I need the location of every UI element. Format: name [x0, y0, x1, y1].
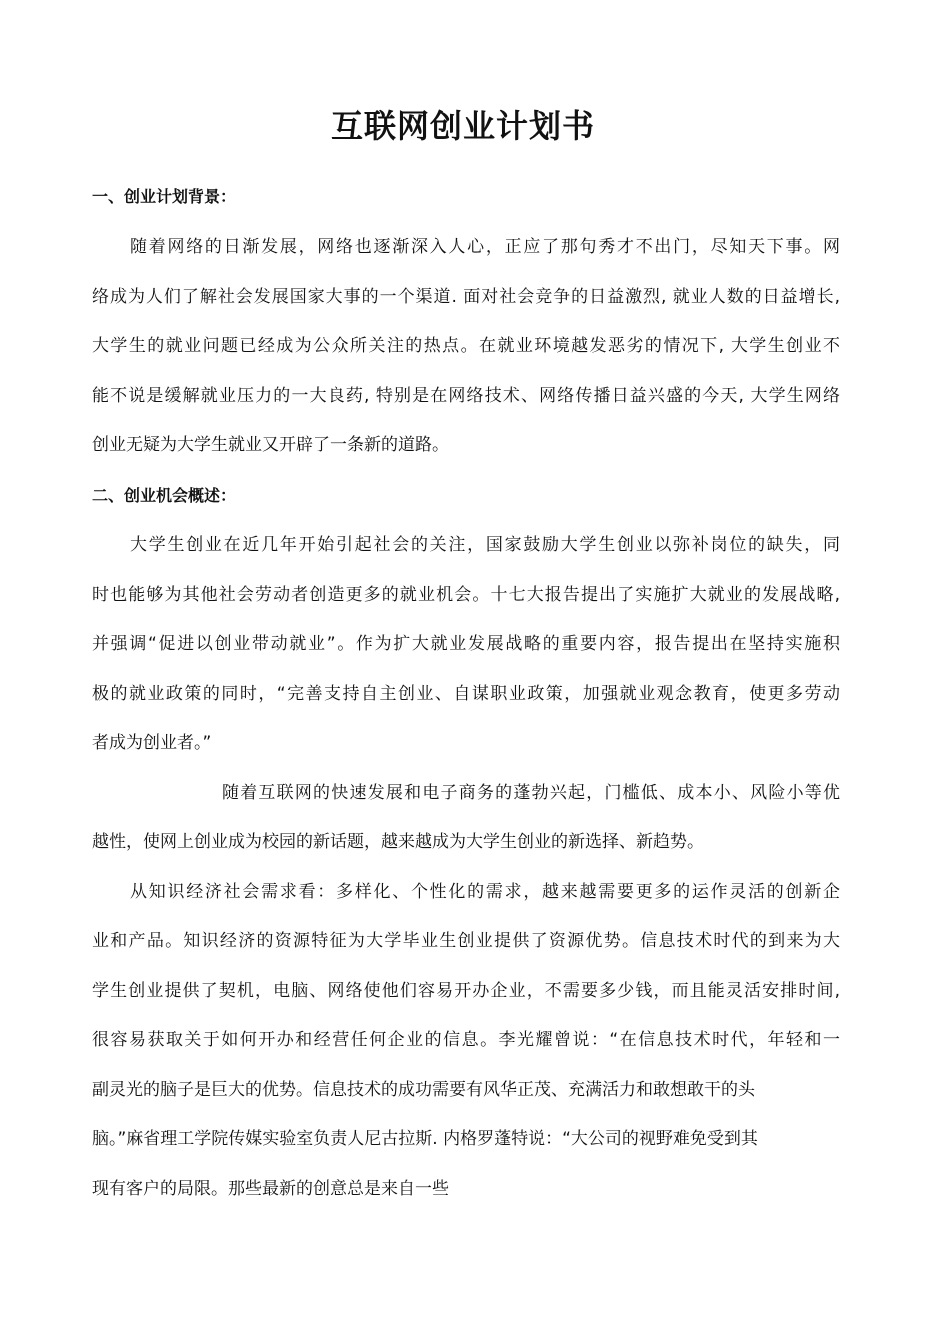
- paragraph-line: 络成为人们了解社会发展国家大事的一个渠道. 面对社会竞争的日益激烈, 就业人数的日益增长,: [92, 287, 840, 307]
- paragraph-line: 副灵光的脑子是巨大的优势。信息技术的成功需要有风华正茂、充满活力和敢想敢干的头: [92, 1080, 755, 1100]
- paragraph-line: 并强调“促进以创业带动就业”。作为扩大就业发展战略的重要内容，报告提出在坚持实施积: [92, 634, 840, 654]
- paragraph-line: 学生创业提供了契机，电脑、网络使他们容易开办企业，不需要多少钱，而且能灵活安排时间,: [92, 981, 840, 1001]
- paragraph-line: 时也能够为其他社会劳动者创造更多的就业机会。十七大报告提出了实施扩大就业的发展战略,: [92, 585, 840, 605]
- paragraph-line: 创业无疑为大学生就业又开辟了一条新的道路。: [92, 435, 449, 455]
- paragraph-line: 现有客户的局限。那些最新的创意总是来自一些: [92, 1179, 449, 1199]
- paragraph-line: 很容易获取关于如何开办和经营任何企业的信息。李光耀曾说：“在信息技术时代，年轻和一: [92, 1030, 840, 1050]
- section-heading-background: 一、创业计划背景：: [92, 187, 237, 206]
- paragraph-line: 能不说是缓解就业压力的一大良药, 特别是在网络技术、网络传播日益兴盛的今天, 大学生网络: [92, 386, 840, 406]
- paragraph-line: 随着网络的日渐发展，网络也逐渐深入人心，正应了那句秀才不出门，尽知天下事。网: [130, 237, 840, 257]
- section-heading-opportunity: 二、创业机会概述：: [92, 486, 237, 505]
- paragraph-line: 随着互联网的快速发展和电子商务的蓬勃兴起，门槛低、成本小、风险小等优: [222, 783, 840, 803]
- paragraph-line: 从知识经济社会需求看：多样化、个性化的需求，越来越需要更多的运作灵活的创新企: [130, 882, 840, 902]
- paragraph-line: 业和产品。知识经济的资源特征为大学毕业生创业提供了资源优势。信息技术时代的到来为大: [92, 931, 840, 951]
- document-title: 互联网创业计划书: [330, 107, 595, 145]
- paragraph-line: 脑。”麻省理工学院传媒实验室负责人尼古拉斯. 内格罗蓬特说：“大公司的视野难免受到其: [92, 1129, 758, 1149]
- paragraph-line: 大学生创业在近几年开始引起社会的关注，国家鼓励大学生创业以弥补岗位的缺失，同: [130, 535, 840, 555]
- paragraph-line: 大学生的就业问题已经成为公众所关注的热点。在就业环境越发恶劣的情况下, 大学生创业不: [92, 336, 840, 356]
- paragraph-line: 越性，使网上创业成为校园的新话题，越来越成为大学生创业的新选择、新趋势。: [92, 832, 704, 852]
- paragraph-line: 极的就业政策的同时，“完善支持自主创业、自谋职业政策，加强就业观念教育，使更多劳动: [92, 684, 840, 704]
- paragraph-line: 者成为创业者。”: [92, 733, 212, 753]
